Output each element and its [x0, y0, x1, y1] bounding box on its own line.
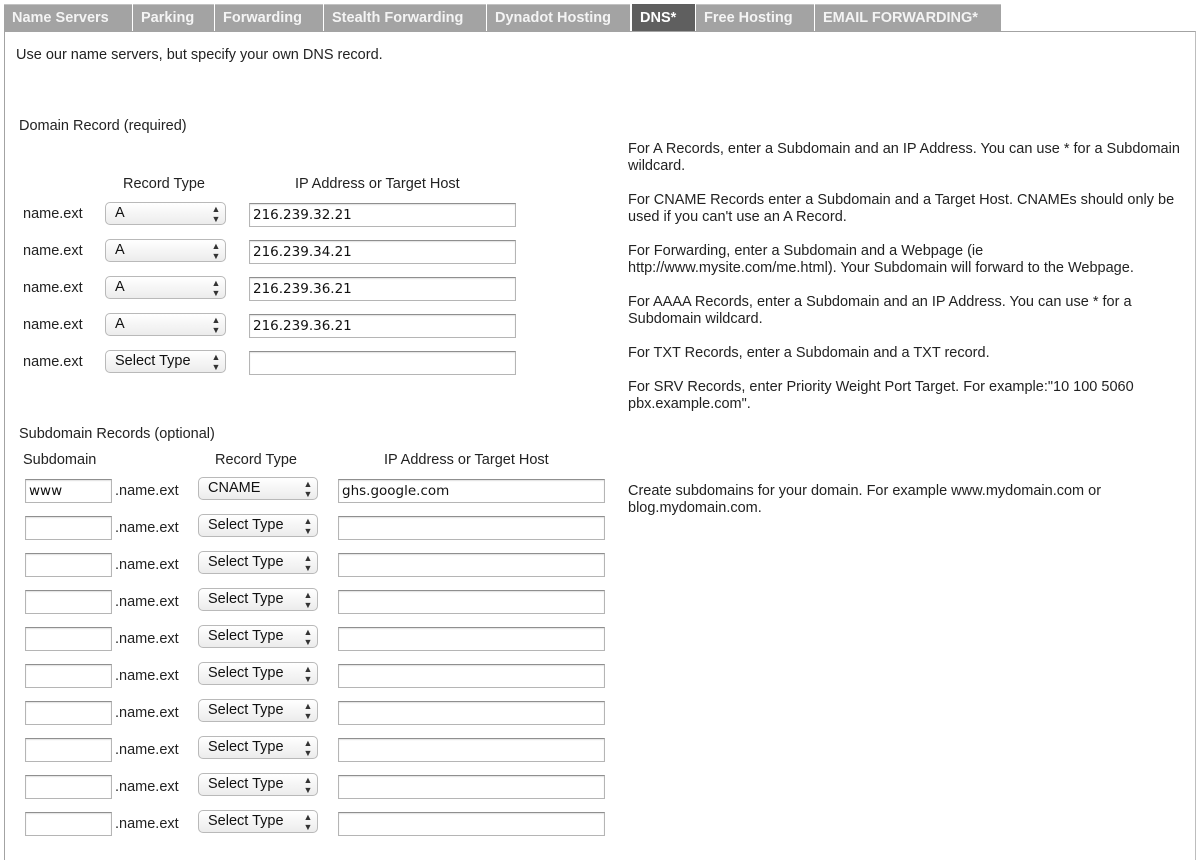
help-forwarding: For Forwarding, enter a Subdomain and a Webpage (ie http://www.mysite.com/me.html). Your Subdomain will forward to the Webpage. [628, 243, 1134, 276]
subdomain-suffix: .name.ext [115, 557, 179, 573]
subdomain-record-type-select[interactable] [198, 514, 318, 537]
subdomain-record-type-select[interactable] [198, 699, 318, 722]
domain-row-label: name.ext [23, 206, 83, 222]
help-txt-records: For TXT Records, enter a Subdomain and a TXT record. [628, 345, 990, 361]
subdomain-target-input[interactable] [338, 516, 605, 540]
selected-type: Select Type [208, 554, 284, 570]
chevron-updown-icon: ▲ ▼ [211, 315, 221, 335]
subdomain-target-input[interactable] [338, 775, 605, 799]
tab-bar [0, 0, 1197, 32]
subdomain-record-type-select[interactable] [198, 588, 318, 611]
subdomain-suffix: .name.ext [115, 483, 179, 499]
subdomain-records-title: Subdomain Records (optional) [19, 426, 215, 442]
selected-type: Select Type [208, 739, 284, 755]
chevron-updown-icon: ▲ ▼ [303, 701, 313, 721]
subdomain-record-type-select[interactable] [198, 810, 318, 833]
subdomain-input[interactable] [25, 664, 112, 688]
subdomain-suffix: .name.ext [115, 816, 179, 832]
tab-free-hosting[interactable]: Free Hosting [696, 4, 814, 31]
subdomain-input[interactable] [25, 553, 112, 577]
help-cname-records: For CNAME Records enter a Subdomain and a Target Host. CNAMEs should only be used if you can't use an A Record. [628, 192, 1175, 225]
subdomain-suffix: .name.ext [115, 631, 179, 647]
tab-dns[interactable]: DNS* [632, 4, 695, 31]
sub-col-target: IP Address or Target Host [384, 452, 549, 468]
selected-type: A [115, 316, 125, 332]
subdomain-record-type-select[interactable] [198, 736, 318, 759]
subdomain-input[interactable] [25, 738, 112, 762]
chevron-updown-icon: ▲ ▼ [303, 516, 313, 536]
domain-row-label: name.ext [23, 243, 83, 259]
selected-type: Select Type [208, 665, 284, 681]
domain-target-input[interactable]: 216.239.34.21 [249, 240, 516, 264]
subdomain-target-input[interactable] [338, 738, 605, 762]
chevron-updown-icon: ▲ ▼ [303, 775, 313, 795]
subdomain-suffix: .name.ext [115, 668, 179, 684]
chevron-updown-icon: ▲ ▼ [303, 553, 313, 573]
subdomain-input[interactable] [25, 775, 112, 799]
subdomain-record-type-select[interactable] [198, 662, 318, 685]
subdomain-suffix: .name.ext [115, 594, 179, 610]
domain-record-type-select[interactable] [105, 313, 226, 336]
chevron-updown-icon: ▲ ▼ [303, 479, 313, 499]
subdomain-target-input[interactable] [338, 701, 605, 725]
intro-text: Use our name servers, but specify your own DNS record. [16, 47, 383, 63]
chevron-updown-icon: ▲ ▼ [211, 352, 221, 372]
subdomain-suffix: .name.ext [115, 779, 179, 795]
chevron-updown-icon: ▲ ▼ [211, 241, 221, 261]
chevron-updown-icon: ▲ ▼ [303, 590, 313, 610]
chevron-updown-icon: ▲ ▼ [211, 278, 221, 298]
domain-row-label: name.ext [23, 354, 83, 370]
chevron-updown-icon: ▲ ▼ [211, 204, 221, 224]
selected-type: Select Type [208, 702, 284, 718]
domain-col-target: IP Address or Target Host [295, 176, 460, 192]
subdomain-input[interactable] [25, 590, 112, 614]
subdomain-target-input[interactable]: ghs.google.com [338, 479, 605, 503]
selected-type: Select Type [208, 517, 284, 533]
domain-row-label: name.ext [23, 280, 83, 296]
tab-dynadot-hosting[interactable]: Dynadot Hosting [487, 4, 630, 31]
subdomain-record-type-select[interactable] [198, 551, 318, 574]
domain-target-input[interactable]: 216.239.36.21 [249, 314, 516, 338]
domain-row-label: name.ext [23, 317, 83, 333]
selected-type: A [115, 242, 125, 258]
domain-record-type-select[interactable] [105, 350, 226, 373]
subdomain-target-input[interactable] [338, 590, 605, 614]
tab-parking[interactable]: Parking [133, 4, 214, 31]
subdomain-input[interactable] [25, 516, 112, 540]
selected-type: Select Type [208, 628, 284, 644]
domain-record-type-select[interactable] [105, 239, 226, 262]
tab-email-forwarding[interactable]: EMAIL FORWARDING* [815, 4, 1001, 31]
subdomain-input[interactable] [25, 627, 112, 651]
subdomain-target-input[interactable] [338, 812, 605, 836]
chevron-updown-icon: ▲ ▼ [303, 812, 313, 832]
help-a-records: For A Records, enter a Subdomain and an IP Address. You can use * for a Subdomain wildcard. [628, 141, 1180, 174]
chevron-updown-icon: ▲ ▼ [303, 627, 313, 647]
selected-type: Select Type [115, 353, 191, 369]
help-srv-records: For SRV Records, enter Priority Weight Port Target. For example:"10 100 5060 pbx.example.com". [628, 379, 1134, 412]
subdomain-target-input[interactable] [338, 664, 605, 688]
subdomain-target-input[interactable] [338, 553, 605, 577]
help-aaaa-records: For AAAA Records, enter a Subdomain and an IP Address. You can use * for a Subdomain wildcard. [628, 294, 1132, 327]
subdomain-record-type-select[interactable] [198, 773, 318, 796]
chevron-updown-icon: ▲ ▼ [303, 738, 313, 758]
chevron-updown-icon: ▲ ▼ [303, 664, 313, 684]
sub-col-record-type: Record Type [215, 452, 297, 468]
subdomain-record-type-select[interactable] [198, 477, 318, 500]
selected-type: Select Type [208, 776, 284, 792]
subdomain-suffix: .name.ext [115, 705, 179, 721]
selected-type: A [115, 279, 125, 295]
subdomain-suffix: .name.ext [115, 742, 179, 758]
subdomain-suffix: .name.ext [115, 520, 179, 536]
domain-record-type-select[interactable] [105, 202, 226, 225]
domain-target-input[interactable]: 216.239.32.21 [249, 203, 516, 227]
selected-type: Select Type [208, 591, 284, 607]
domain-record-title: Domain Record (required) [19, 118, 187, 134]
selected-type: Select Type [208, 813, 284, 829]
tab-forwarding[interactable]: Forwarding [215, 4, 323, 31]
domain-target-input[interactable] [249, 351, 516, 375]
selected-type: A [115, 205, 125, 221]
help-subdomains: Create subdomains for your domain. For example www.mydomain.com or blog.mydomain.com. [628, 483, 1102, 516]
subdomain-input[interactable] [25, 812, 112, 836]
tab-name-servers[interactable]: Name Servers [4, 4, 132, 31]
selected-type: CNAME [208, 480, 261, 496]
domain-col-record-type: Record Type [123, 176, 205, 192]
domain-record-type-select[interactable] [105, 276, 226, 299]
subdomain-record-type-select[interactable] [198, 625, 318, 648]
subdomain-target-input[interactable] [338, 627, 605, 651]
sub-col-subdomain: Subdomain [23, 452, 97, 468]
tab-stealth-forwarding[interactable]: Stealth Forwarding [324, 4, 486, 31]
domain-target-input[interactable]: 216.239.36.21 [249, 277, 516, 301]
subdomain-input[interactable]: www [25, 479, 112, 503]
subdomain-input[interactable] [25, 701, 112, 725]
